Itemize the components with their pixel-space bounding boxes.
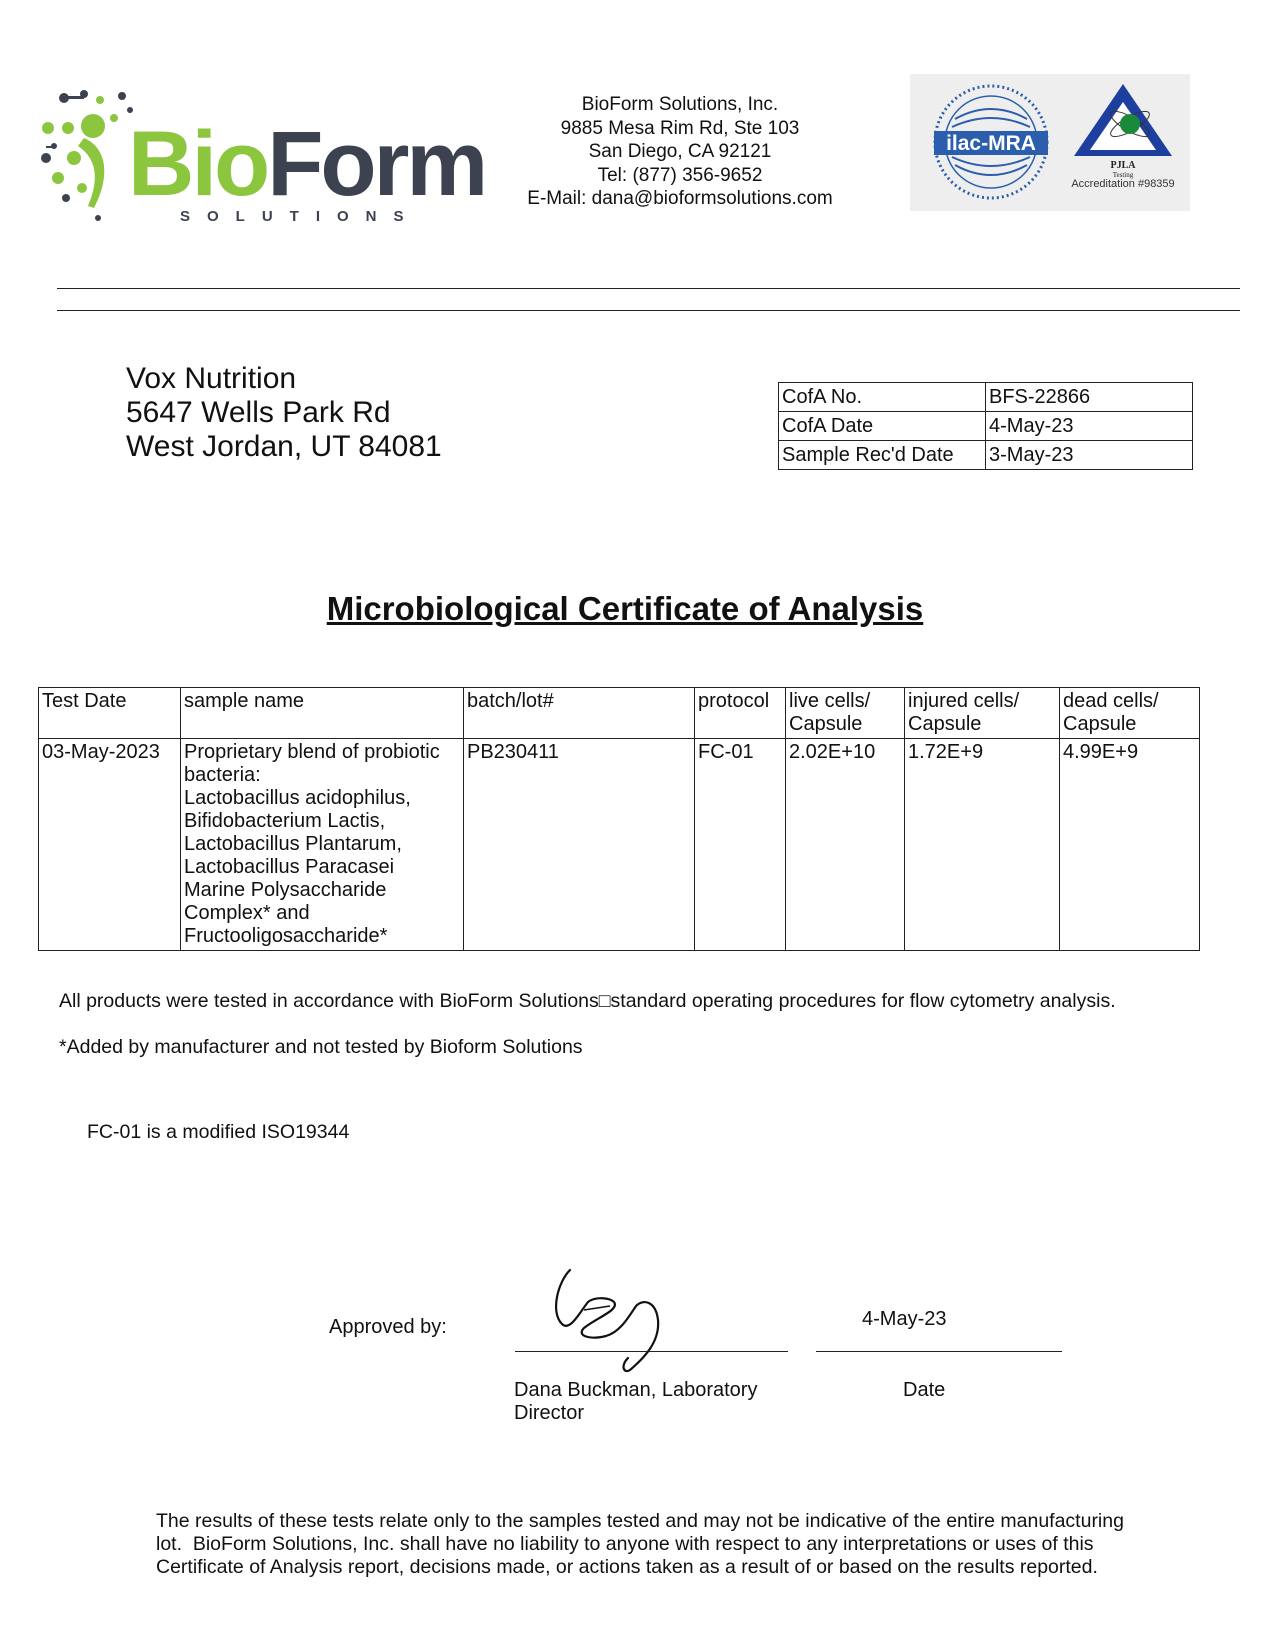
sample-received-row (779, 441, 1193, 470)
signer-line-2: Director (514, 1402, 585, 1424)
header-injured-cells: injured cells/ Capsule (905, 688, 1060, 739)
pjla-sublabel: Testing (1112, 171, 1134, 179)
company-name: BioForm Solutions, Inc. (581, 94, 779, 115)
recipient-city: West Jordan, UT 84081 (126, 430, 442, 463)
accreditation-number: Accreditation #98359 (1071, 178, 1175, 190)
pjla-label: PJLA (1110, 160, 1136, 171)
sample-received-value: 3-May-23 (986, 441, 1193, 470)
header-protocol: protocol (695, 688, 786, 739)
company-street: 9885 Mesa Rim Rd, Ste 103 (560, 117, 800, 139)
disclaimer-line: The results of these tests relate only to the samples tested and may not be indicative of the entire manufacturing (156, 1510, 1124, 1532)
logo-wordmark: BioForm (128, 113, 486, 215)
logo-subtitle: SOLUTIONS (180, 208, 421, 225)
cofa-info-table (778, 382, 1193, 470)
sample-name-line: Marine Polysaccharide (184, 879, 387, 901)
bioform-logo (38, 78, 486, 228)
header-dead-cells: dead cells/ Capsule (1060, 688, 1200, 739)
date-line (816, 1351, 1062, 1352)
ilac-mra-text: ilac-MRA (946, 132, 1036, 155)
signature-line (515, 1351, 788, 1352)
accreditation-box (910, 74, 1190, 211)
approved-by-label: Approved by: (329, 1316, 447, 1338)
company-address (480, 93, 880, 211)
cell-injured-cells: 1.72E+9 (905, 739, 1060, 951)
protocol-note: FC-01 is a modified ISO19344 (87, 1121, 350, 1143)
sample-name-line: Bifidobacterium Lactis, (184, 810, 386, 832)
added-by-manufacturer-note: *Added by manufacturer and not tested by Bioform Solutions (59, 1036, 583, 1058)
sample-name-line: Complex* and (184, 902, 310, 924)
approval-date-value: 4-May-23 (862, 1308, 947, 1330)
sample-name-line: Lactobacillus acidophilus, (184, 787, 411, 809)
cell-sample-name (181, 739, 464, 951)
cell-batch-lot: PB230411 (464, 739, 695, 951)
header-rule-top (57, 288, 1240, 289)
pjla-triangle-icon (1068, 80, 1178, 180)
signer-name (514, 1379, 794, 1425)
cofa-date-row (779, 412, 1193, 441)
results-header-row (39, 688, 1200, 739)
cofa-number-value: BFS-22866 (986, 383, 1193, 412)
sample-name-line: Proprietary blend of probiotic (184, 741, 440, 763)
molecule-figure-icon (38, 78, 138, 228)
disclaimer-line: lot. BioForm Solutions, Inc. shall have no liability to anyone with respect to any interpretations or uses of this (156, 1533, 1094, 1555)
header-test-date: Test Date (39, 688, 181, 739)
header-live-cells: live cells/ Capsule (786, 688, 905, 739)
sample-name-line: Lactobacillus Paracasei (184, 856, 395, 878)
date-label: Date (903, 1379, 946, 1401)
cofa-number-label: CofA No. (779, 383, 986, 412)
ilac-mra-seal-icon (930, 79, 1052, 205)
header-sample-name: sample name (181, 688, 464, 739)
company-phone: Tel: (877) 356-9652 (597, 164, 763, 186)
company-city: San Diego, CA 92121 (588, 141, 772, 162)
cofa-date-label: CofA Date (779, 412, 986, 441)
document-title: Microbiological Certificate of Analysis (326, 590, 924, 627)
cofa-number-row (779, 383, 1193, 412)
table-row (39, 739, 1200, 951)
sample-received-label: Sample Rec'd Date (779, 441, 986, 470)
results-table (38, 687, 1200, 951)
sample-name-line: Lactobacillus Plantarum, (184, 833, 402, 855)
disclaimer (156, 1510, 1196, 1579)
company-email: E-Mail: dana@bioformsolutions.com (527, 188, 833, 209)
sample-name-line: Fructooligosaccharide* (184, 925, 388, 947)
signer-line-1: Dana Buckman, Laboratory (514, 1379, 758, 1401)
sample-name-line: bacteria: (184, 764, 261, 786)
recipient-name: Vox Nutrition (126, 362, 297, 395)
cell-protocol: FC-01 (695, 739, 786, 951)
cofa-date-value: 4-May-23 (986, 412, 1193, 441)
cell-dead-cells: 4.99E+9 (1060, 739, 1200, 951)
signature-image (540, 1262, 690, 1382)
recipient-address (126, 362, 442, 464)
header-rule-bottom (57, 310, 1240, 311)
disclaimer-line: Certificate of Analysis report, decisions made, or actions taken as a result of or based on the results reported. (156, 1556, 1098, 1578)
header-batch-lot: batch/lot# (464, 688, 695, 739)
sop-statement: All products were tested in accordance with BioForm Solutions□standard operating procedures for flow cytometry analysis. (59, 990, 1116, 1012)
cell-test-date: 03-May-2023 (39, 739, 181, 951)
recipient-street: 5647 Wells Park Rd (126, 396, 391, 429)
cell-live-cells: 2.02E+10 (786, 739, 905, 951)
